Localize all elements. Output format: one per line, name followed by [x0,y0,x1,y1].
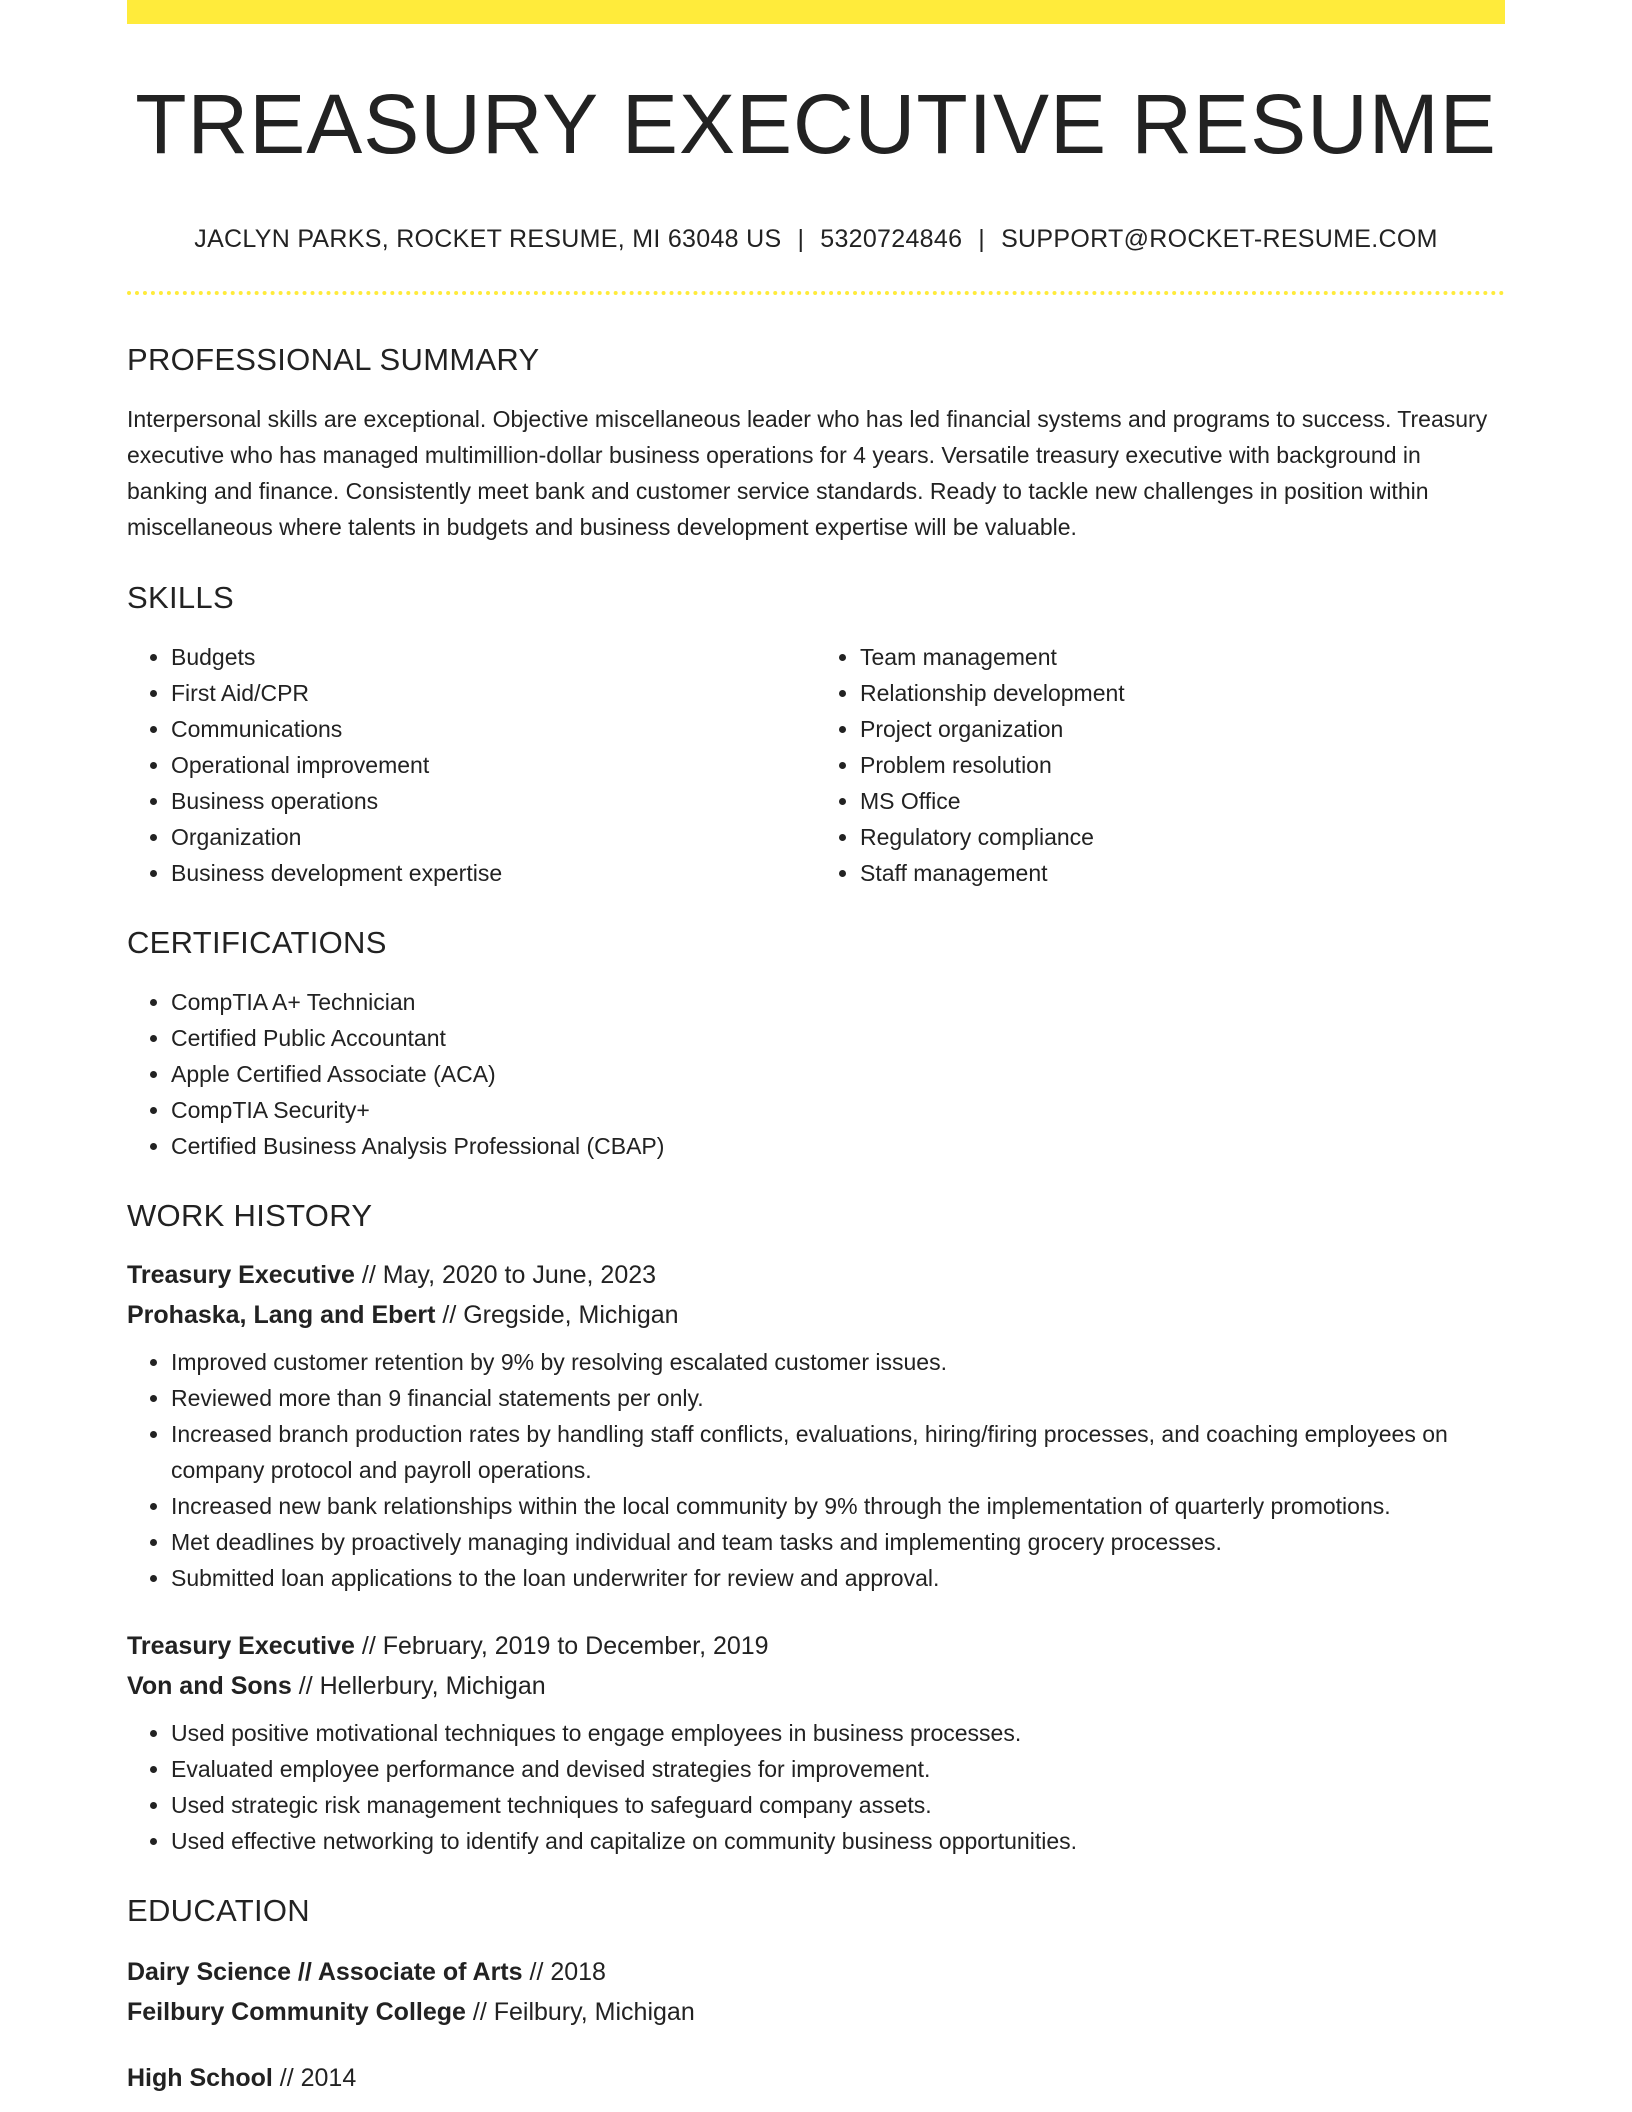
education-school-line [127,1992,1505,2032]
education-degree-line [127,2058,1505,2098]
job-duties-list [127,1344,1505,1596]
contact-phone: 5320724846 [820,225,963,253]
education-year: // 2018 [522,1958,606,1986]
job-title-line [127,1626,1505,1666]
job-duty-item: • Met deadlines by proactively managing individual and team tasks and implementing grocery processes. [171,1524,1505,1560]
job-company: Prohaska, Lang and Ebert [127,1301,436,1329]
job-duty-item: • Evaluated employee performance and devised strategies for improvement. [171,1751,1505,1787]
certification-item: • CompTIA Security+ [171,1092,1505,1128]
contact-separator: | [978,225,986,253]
education-year: // 2014 [272,2064,357,2092]
certifications-heading: CERTIFICATIONS [127,925,387,960]
job-duties-list [127,1715,1505,1859]
job-dates: // May, 2020 to June, 2023 [354,1261,657,1289]
work-history-heading: WORK HISTORY [127,1198,373,1233]
skills-list-left [127,639,816,891]
skills-column-right [816,639,1505,891]
job-duty-item: • Used strategic risk management techniques to safeguard company assets. [171,1787,1505,1823]
skill-item: • Regulatory compliance [860,819,1505,855]
job-duty-item: • Used effective networking to identify and capitalize on community business opportunities. [171,1823,1505,1859]
skill-item: • Problem resolution [860,747,1505,783]
resume-title: TREASURY EXECUTIVE RESUME [135,77,1497,171]
top-accent-bar [127,0,1505,24]
skill-item: • Business development expertise [171,855,816,891]
job-location: // Gregside, Michigan [435,1301,679,1329]
job-company-line [127,1666,1505,1706]
job-duty-item: • Increased branch production rates by handling staff conflicts, evaluations, hiring/firing processes, and coaching employees on company protocol and payroll operations. [171,1416,1505,1488]
education-heading: EDUCATION [127,1893,310,1928]
job-location: // Hellerbury, Michigan [291,1672,546,1700]
skill-item: • MS Office [860,783,1505,819]
skill-item: • Business operations [171,783,816,819]
skills-list-right [816,639,1505,891]
job-duty-item: • Submitted loan applications to the loan underwriter for review and approval. [171,1560,1505,1596]
skill-item: • Budgets [171,639,816,675]
skill-item: • Project organization [860,711,1505,747]
skills-heading: SKILLS [127,580,234,615]
job-title: Treasury Executive [127,1261,355,1289]
certification-item: • Certified Business Analysis Professional (CBAP) [171,1128,1505,1164]
skills-column-left [127,639,816,891]
skill-item: • Organization [171,819,816,855]
job-company: Von and Sons [127,1672,292,1700]
certification-item: • Certified Public Accountant [171,1020,1505,1056]
header-divider [127,291,1505,295]
job-company-line [127,1295,1505,1335]
summary-text: Interpersonal skills are exceptional. Objective miscellaneous leader who has led financial systems and programs to success. Treasury executive who has managed multimillion-dollar business operations for 4 years. Versatile treasury executive with background in banking and finance. Consistently meet bank and customer service standards. Ready to tackle new challenges in position within miscellaneous where talents in budgets and business development expertise will be valuable. [127,406,1488,540]
contact-separator: | [797,225,805,253]
skill-item: • Operational improvement [171,747,816,783]
contact-address: JACLYN PARKS, ROCKET RESUME, MI 63048 US [194,225,782,253]
job-duty-item: • Reviewed more than 9 financial statements per only. [171,1380,1505,1416]
skill-item: • Relationship development [860,675,1505,711]
contact-line [127,225,1505,254]
education-degree: High School [127,2064,273,2092]
skill-item: • Team management [860,639,1505,675]
education-location: // Feilbury, Michigan [465,1998,695,2026]
certification-item: • CompTIA A+ Technician [171,984,1505,1020]
job-duty-item: • Improved customer retention by 9% by resolving escalated customer issues. [171,1344,1505,1380]
education-school: Feilbury Community College [127,1998,466,2026]
education-degree-line [127,1952,1505,1992]
job-title-line [127,1255,1505,1295]
skill-item: • Communications [171,711,816,747]
skills-grid [127,639,1505,891]
skill-item: • Staff management [860,855,1505,891]
certifications-list [127,984,1505,1164]
job-duty-item: • Increased new bank relationships within the local community by 9% through the implementation of quarterly promotions. [171,1488,1505,1524]
job-dates: // February, 2019 to December, 2019 [354,1632,769,1660]
skill-item: • First Aid/CPR [171,675,816,711]
contact-email: SUPPORT@ROCKET-RESUME.COM [1001,225,1438,253]
education-degree: Dairy Science // Associate of Arts [127,1958,523,1986]
job-duty-item: • Used positive motivational techniques to engage employees in business processes. [171,1715,1505,1751]
summary-heading: PROFESSIONAL SUMMARY [127,342,540,377]
certification-item: • Apple Certified Associate (ACA) [171,1056,1505,1092]
job-title: Treasury Executive [127,1632,355,1660]
